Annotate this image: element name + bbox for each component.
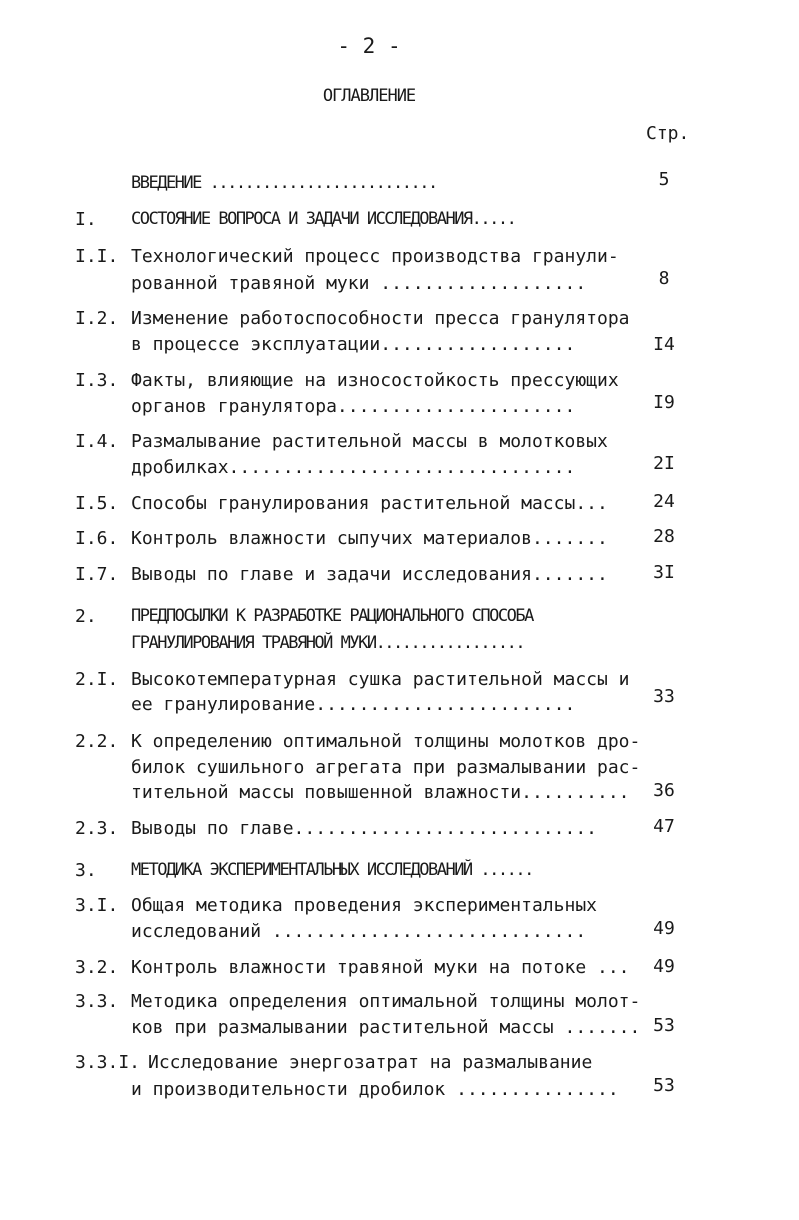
entry-number: 2.2. xyxy=(75,731,119,752)
entry-line: органов гранулятора...................... xyxy=(131,396,576,417)
entry-line: Общая методика проведения экспериментальных xyxy=(131,895,597,916)
entry-line: Контроль влажности травяной муки на потоке ... xyxy=(131,957,630,978)
entry-line: в процессе эксплуатации.................. xyxy=(131,334,576,355)
entry-page: 53 xyxy=(653,1015,675,1036)
entry-number: 2.I. xyxy=(75,669,119,690)
entry-number: I.2. xyxy=(75,308,119,329)
entry-page: 28 xyxy=(653,526,675,547)
entry-line: и производительности дробилок ............... xyxy=(131,1079,619,1100)
entry-line: МЕТОДИКА ЭКСПЕРИМЕНТАЛЬНЫХ ИССЛЕДОВАНИЙ ...... xyxy=(131,860,533,880)
entry-page: 5 xyxy=(658,169,670,190)
entry-line: билок сушильного агрегата при размалывании рас- xyxy=(131,757,641,778)
entry-line: Выводы по главе............................ xyxy=(131,818,597,839)
entry-page: 3I xyxy=(653,562,675,583)
entry-line: Выводы по главе и задачи исследования....... xyxy=(131,564,608,585)
entry-line: Технологический процесс производства гранули- xyxy=(131,246,619,267)
entry-line: исследований ............................. xyxy=(131,921,587,942)
entry-line: рованной травяной муки ................... xyxy=(131,273,587,294)
entry-line: тительной массы повышенной влажности.......... xyxy=(131,782,630,803)
entry-page: 8 xyxy=(658,268,670,289)
entry-number: I.6. xyxy=(75,528,119,549)
entry-line: ПРЕДПОСЫЛКИ К РАЗРАБОТКЕ РАЦИОНАЛЬНОГО СПОСОБА xyxy=(131,606,533,626)
entry-line: Контроль влажности сыпучих материалов....... xyxy=(131,528,608,549)
entry-line: ков при размалывании растительной массы ....... xyxy=(131,1017,641,1038)
entry-number: I. xyxy=(75,209,97,230)
entry-number: I.4. xyxy=(75,431,119,452)
entry-page: 47 xyxy=(653,816,675,837)
entry-line: СОСТОЯНИЕ ВОПРОСА И ЗАДАЧИ ИССЛЕДОВАНИЯ..... xyxy=(131,209,516,229)
entry-line: Изменение работоспособности пресса гранулятора xyxy=(131,308,630,329)
entry-page: 24 xyxy=(653,491,675,512)
entry-line: Высокотемпературная сушка растительной массы и xyxy=(131,669,630,690)
entry-number: I.5. xyxy=(75,493,119,514)
entry-page: 36 xyxy=(653,780,675,801)
entry-number: 3.3.I. xyxy=(75,1052,141,1073)
entry-page: I9 xyxy=(653,392,675,413)
entry-page: 33 xyxy=(653,686,675,707)
entry-line: дробилках................................ xyxy=(131,457,576,478)
entry-page: 49 xyxy=(653,956,675,977)
entry-page: I4 xyxy=(653,334,675,355)
entry-line: Исследование энергозатрат на размалывание xyxy=(148,1052,593,1073)
entry-number: 3.3. xyxy=(75,991,119,1012)
entry-line: Размалывание растительной массы в молотковых xyxy=(131,431,608,452)
entry-number: I.I. xyxy=(75,246,119,267)
entry-page: 2I xyxy=(653,453,675,474)
entry-number: 3.2. xyxy=(75,957,119,978)
toc-title: ОГЛАВЛЕНИЕ xyxy=(322,86,416,106)
entry-line: Методика определения оптимальной толщины молот- xyxy=(131,991,641,1012)
entry-number: I.7. xyxy=(75,564,119,585)
entry-line: ВВЕДЕНИЕ .......................... xyxy=(131,173,437,193)
entry-line: К определению оптимальной толщины молотков дро- xyxy=(131,731,641,752)
page-number: - 2 - xyxy=(337,34,401,58)
entry-number: 2.3. xyxy=(75,818,119,839)
entry-number: I.3. xyxy=(75,370,119,391)
entry-line: Факты, влияющие на износостойкость прессующих xyxy=(131,370,619,391)
entry-number: 3. xyxy=(75,860,97,881)
entry-number: 3.I. xyxy=(75,895,119,916)
page-column-header: Стр. xyxy=(646,123,690,144)
entry-page: 49 xyxy=(653,918,675,939)
entry-number: 2. xyxy=(75,606,97,627)
entry-line: Способы гранулирования растительной массы... xyxy=(131,493,608,514)
entry-line: ГРАНУЛИРОВАНИЯ ТРАВЯНОЙ МУКИ................. xyxy=(131,633,525,653)
entry-line: ее гранулирование........................ xyxy=(131,694,576,715)
entry-page: 53 xyxy=(653,1075,675,1096)
